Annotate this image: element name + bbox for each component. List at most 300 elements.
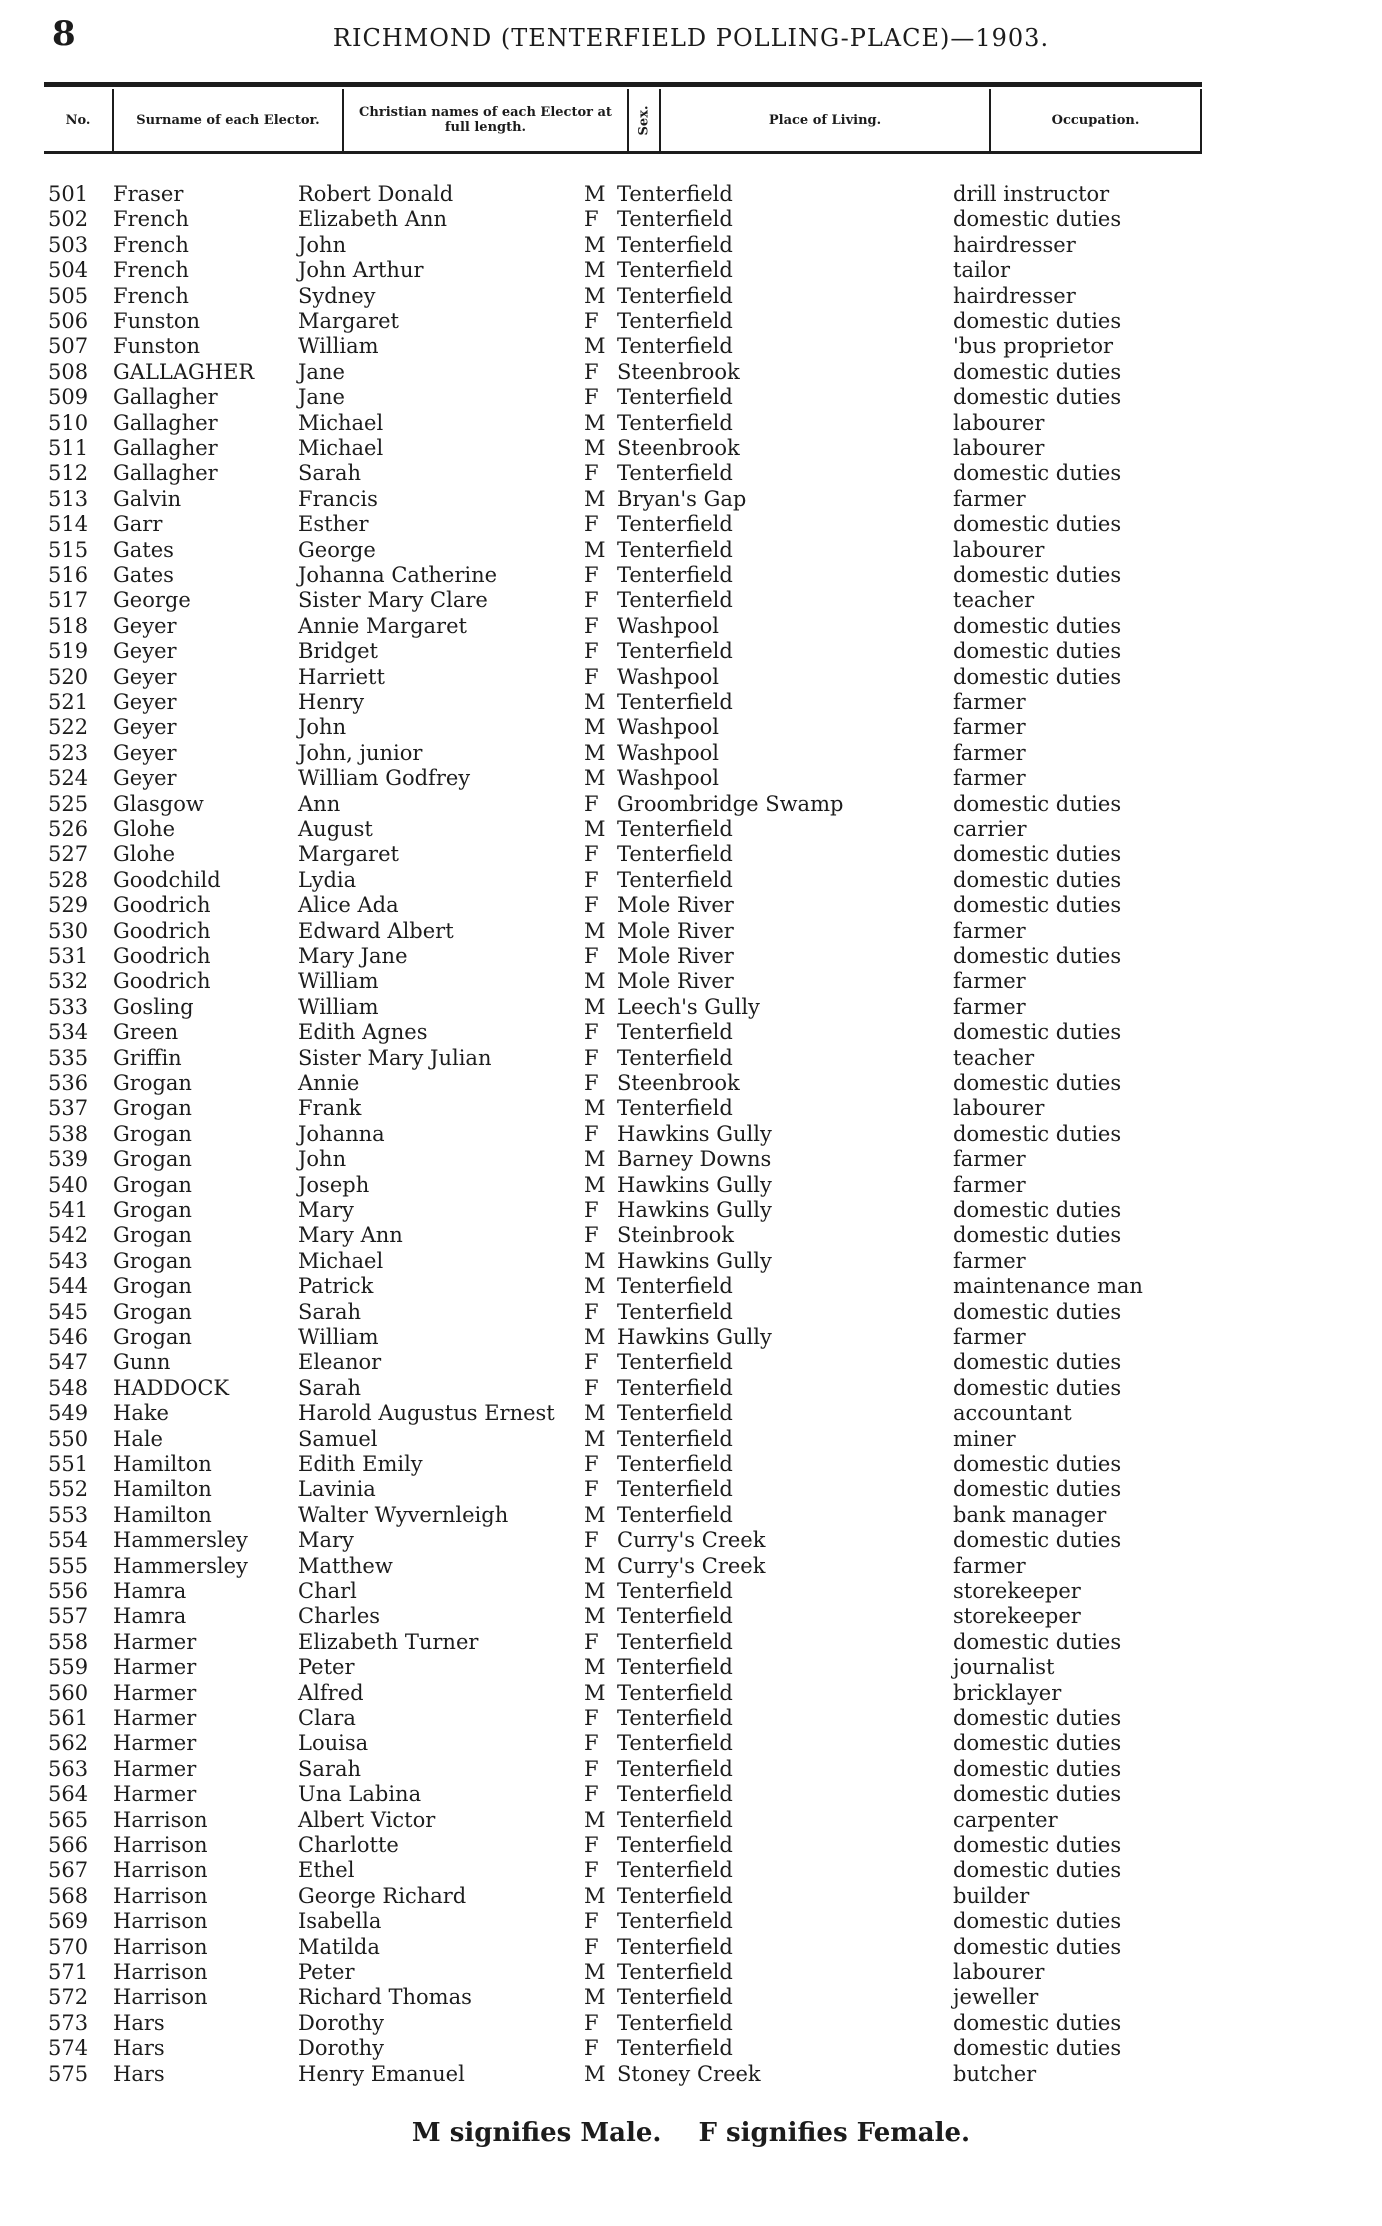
elector-occupation: domestic duties [953, 1198, 1122, 1222]
elector-number: 547 [48, 1350, 89, 1375]
elector-place: Mole River [617, 944, 734, 968]
elector-number: 550 [48, 1426, 89, 1451]
elector-place: Steenbrook [617, 1071, 740, 1095]
elector-surname: Gallagher [113, 410, 218, 435]
elector-number: 514 [48, 512, 89, 537]
table-row [0, 1274, 1382, 1299]
elector-place: Hawkins Gully [617, 1248, 772, 1273]
elector-place: Hawkins Gully [617, 1172, 772, 1197]
elector-sex: F [584, 512, 599, 537]
elector-occupation: domestic duties [953, 1731, 1122, 1756]
elector-christian-names: Louisa [298, 1731, 369, 1756]
elector-number: 504 [48, 258, 89, 283]
elector-sex: M [584, 918, 606, 943]
elector-christian-names: Edith Agnes [298, 1020, 428, 1045]
elector-sex: F [584, 1934, 599, 1959]
elector-surname: Grogan [113, 1096, 192, 1121]
header-sex-label: Sex. [636, 105, 652, 135]
table-row [0, 1858, 1382, 1883]
elector-number: 516 [48, 563, 89, 587]
elector-surname: French [113, 258, 189, 283]
elector-sex: M [584, 1604, 606, 1629]
elector-surname: Harmer [113, 1731, 197, 1756]
elector-place: Tenterfield [617, 1452, 733, 1476]
elector-christian-names: August [298, 817, 373, 841]
elector-occupation: domestic duties [953, 664, 1122, 689]
top-rule [44, 82, 1202, 87]
elector-sex: F [584, 1706, 599, 1730]
elector-occupation: accountant [953, 1401, 1072, 1426]
elector-occupation: domestic duties [953, 385, 1122, 410]
elector-christian-names: Michael [298, 436, 384, 460]
table-row [0, 512, 1382, 537]
elector-occupation: domestic duties [953, 1629, 1122, 1654]
elector-place: Tenterfield [617, 1274, 733, 1299]
elector-christian-names: Peter [298, 1960, 355, 1984]
elector-christian-names: Sydney [298, 283, 376, 308]
elector-christian-names: Margaret [298, 842, 399, 867]
elector-christian-names: George Richard [298, 1883, 467, 1908]
elector-place: Steenbrook [617, 436, 740, 460]
elector-place: Tenterfield [617, 817, 733, 841]
elector-place: Washpool [617, 715, 720, 740]
elector-surname: Harrison [113, 1909, 208, 1934]
elector-christian-names: Mary Ann [298, 1223, 403, 1248]
table-row [0, 1401, 1382, 1426]
elector-christian-names: Johanna [298, 1121, 385, 1146]
elector-place: Tenterfield [617, 512, 733, 537]
elector-number: 507 [48, 334, 89, 359]
elector-sex: M [584, 1502, 606, 1527]
elector-surname: Grogan [113, 1248, 192, 1273]
elector-surname: Hake [113, 1401, 169, 1426]
elector-occupation: 'bus proprietor [953, 334, 1114, 359]
table-row [0, 563, 1382, 588]
elector-number: 554 [48, 1528, 89, 1553]
elector-number: 564 [48, 1782, 89, 1807]
elector-number: 552 [48, 1477, 89, 1502]
elector-sex: F [584, 1731, 599, 1756]
elector-christian-names: Mary [298, 1528, 354, 1553]
elector-sex: F [584, 461, 599, 486]
elector-place: Tenterfield [617, 1604, 733, 1629]
elector-occupation: domestic duties [953, 842, 1122, 867]
elector-sex: F [584, 1858, 599, 1883]
elector-christian-names: Richard Thomas [298, 1985, 472, 2010]
elector-number: 532 [48, 969, 89, 994]
header-sex [629, 89, 661, 151]
elector-place: Tenterfield [617, 1883, 733, 1908]
elector-sex: F [584, 563, 599, 587]
elector-surname: Grogan [113, 1274, 192, 1299]
elector-sex: M [584, 410, 606, 435]
elector-surname: Gallagher [113, 436, 218, 460]
elector-christian-names: Charlotte [298, 1833, 399, 1857]
elector-christian-names: Annie [298, 1071, 360, 1095]
elector-christian-names: Patrick [298, 1274, 374, 1299]
table-row [0, 2011, 1382, 2036]
elector-number: 559 [48, 1655, 89, 1680]
table-row [0, 1985, 1382, 2010]
elector-occupation: domestic duties [953, 1020, 1122, 1045]
header-no: No. [44, 89, 114, 151]
elector-surname: Hamilton [113, 1452, 212, 1476]
elector-place: Tenterfield [617, 1782, 733, 1807]
elector-surname: Geyer [113, 639, 177, 664]
elector-christian-names: Elizabeth Ann [298, 207, 448, 232]
elector-sex: F [584, 1909, 599, 1934]
elector-christian-names: Samuel [298, 1426, 378, 1451]
elector-christian-names: Alfred [298, 1680, 364, 1705]
elector-number: 561 [48, 1706, 89, 1730]
table-row [0, 1706, 1382, 1731]
elector-number: 539 [48, 1147, 89, 1172]
elector-place: Tenterfield [617, 309, 733, 333]
elector-occupation: farmer [953, 766, 1026, 791]
table-row [0, 411, 1382, 436]
elector-occupation: domestic duties [953, 1375, 1122, 1400]
elector-number: 518 [48, 613, 89, 638]
elector-place: Tenterfield [617, 1045, 733, 1070]
elector-christian-names: Sarah [298, 1756, 361, 1781]
elector-number: 543 [48, 1248, 89, 1273]
elector-surname: Geyer [113, 690, 177, 714]
elector-surname: Goodrich [113, 893, 211, 918]
elector-sex: F [584, 385, 599, 410]
elector-place: Tenterfield [617, 385, 733, 410]
elector-occupation: storekeeper [953, 1604, 1081, 1629]
elector-sex: M [584, 1579, 606, 1603]
elector-surname: Harmer [113, 1629, 197, 1654]
elector-place: Washpool [617, 664, 720, 689]
elector-sex: F [584, 1375, 599, 1400]
elector-place: Groombridge Swamp [617, 791, 844, 816]
table-row [0, 309, 1382, 334]
elector-surname: Fraser [113, 182, 184, 206]
elector-occupation: domestic duties [953, 2036, 1122, 2061]
elector-sex: M [584, 690, 606, 714]
elector-place: Tenterfield [617, 1299, 733, 1324]
elector-occupation: domestic duties [953, 1833, 1122, 1857]
elector-surname: French [113, 232, 189, 257]
elector-sex: M [584, 1426, 606, 1451]
table-row [0, 1630, 1382, 1655]
elector-sex: F [584, 791, 599, 816]
elector-number: 551 [48, 1452, 89, 1476]
elector-number: 527 [48, 842, 89, 867]
elector-sex: F [584, 1477, 599, 1502]
elector-surname: Goodchild [113, 867, 221, 892]
elector-sex: M [584, 1985, 606, 2010]
header-place: Place of Living. [661, 89, 991, 151]
elector-number: 553 [48, 1502, 89, 1527]
table-row [0, 715, 1382, 740]
elector-occupation: farmer [953, 918, 1026, 943]
elector-sex: M [584, 1553, 606, 1578]
elector-place: Tenterfield [617, 1756, 733, 1781]
elector-surname: Geyer [113, 715, 177, 740]
elector-occupation: teacher [953, 1045, 1035, 1070]
table-row [0, 1376, 1382, 1401]
elector-sex: M [584, 2061, 606, 2086]
elector-place: Tenterfield [617, 207, 733, 232]
elector-number: 566 [48, 1833, 89, 1857]
elector-surname: Goodrich [113, 918, 211, 943]
elector-sex: F [584, 1223, 599, 1248]
elector-sex: M [584, 994, 606, 1019]
page-title: RICHMOND (TENTERFIELD POLLING-PLACE)—1903. [332, 24, 1050, 52]
elector-number: 508 [48, 359, 89, 384]
elector-christian-names: Albert Victor [298, 1807, 436, 1832]
elector-place: Tenterfield [617, 1655, 733, 1680]
table-row [0, 995, 1382, 1020]
elector-occupation: carpenter [953, 1807, 1058, 1832]
elector-place: Tenterfield [617, 1706, 733, 1730]
elector-number: 505 [48, 283, 89, 308]
elector-occupation: farmer [953, 715, 1026, 740]
page-number: 8 [52, 14, 76, 54]
elector-christian-names: Peter [298, 1655, 355, 1680]
elector-surname: Harmer [113, 1680, 197, 1705]
elector-sex: M [584, 232, 606, 257]
elector-number: 546 [48, 1325, 89, 1349]
elector-occupation: domestic duties [953, 359, 1122, 384]
elector-surname: Grogan [113, 1172, 192, 1197]
elector-christian-names: George [298, 537, 376, 562]
elector-number: 538 [48, 1121, 89, 1146]
elector-occupation: domestic duties [953, 944, 1122, 968]
table-row [0, 741, 1382, 766]
elector-surname: Geyer [113, 613, 177, 638]
elector-surname: Harrison [113, 1934, 208, 1959]
elector-number: 570 [48, 1934, 89, 1959]
elector-surname: Glohe [113, 842, 176, 867]
table-row [0, 1427, 1382, 1452]
elector-number: 540 [48, 1172, 89, 1197]
elector-occupation: drill instructor [953, 182, 1110, 206]
elector-occupation: labourer [953, 436, 1045, 460]
elector-christian-names: Frank [298, 1096, 362, 1121]
elector-sex: F [584, 1071, 599, 1095]
elector-surname: Grogan [113, 1121, 192, 1146]
elector-number: 523 [48, 740, 89, 765]
elector-surname: Goodrich [113, 969, 211, 994]
elector-number: 574 [48, 2036, 89, 2061]
elector-sex: M [584, 486, 606, 511]
table-row [0, 1757, 1382, 1782]
elector-place: Tenterfield [617, 1477, 733, 1502]
elector-number: 528 [48, 867, 89, 892]
elector-surname: Harrison [113, 1833, 208, 1857]
elector-surname: Grogan [113, 1147, 192, 1172]
elector-number: 531 [48, 944, 89, 968]
elector-number: 512 [48, 461, 89, 486]
elector-number: 530 [48, 918, 89, 943]
elector-christian-names: Matthew [298, 1553, 393, 1578]
elector-christian-names: Sister Mary Julian [298, 1045, 492, 1070]
elector-surname: Garr [113, 512, 163, 537]
elector-sex: M [584, 258, 606, 283]
elector-occupation: bricklayer [953, 1680, 1062, 1705]
elector-christian-names: John [298, 1147, 347, 1172]
elector-surname: Hammersley [113, 1553, 248, 1578]
elector-occupation: bank manager [953, 1502, 1107, 1527]
elector-surname: Gunn [113, 1350, 171, 1375]
elector-place: Washpool [617, 740, 720, 765]
elector-sex: F [584, 588, 599, 613]
elector-christian-names: William [298, 334, 379, 359]
elector-place: Tenterfield [617, 2036, 733, 2061]
elector-number: 521 [48, 690, 89, 714]
elector-surname: Gosling [113, 994, 194, 1019]
elector-place: Hawkins Gully [617, 1198, 772, 1222]
elector-occupation: farmer [953, 1553, 1026, 1578]
elector-christian-names: Elizabeth Turner [298, 1629, 479, 1654]
header-christian-names: Christian names of each Elector at full length. [344, 89, 629, 151]
elector-number: 558 [48, 1629, 89, 1654]
table-row [0, 792, 1382, 817]
elector-place: Tenterfield [617, 1985, 733, 2010]
elector-surname: Hamra [113, 1579, 187, 1603]
elector-christian-names: William [298, 1325, 379, 1349]
elector-christian-names: John [298, 232, 347, 257]
elector-place: Leech's Gully [617, 994, 760, 1019]
elector-place: Tenterfield [617, 283, 733, 308]
elector-occupation: domestic duties [953, 791, 1122, 816]
elector-occupation: farmer [953, 486, 1026, 511]
elector-christian-names: Isabella [298, 1909, 382, 1934]
elector-place: Tenterfield [617, 232, 733, 257]
elector-christian-names: Eleanor [298, 1350, 382, 1375]
elector-surname: GALLAGHER [113, 359, 255, 384]
elector-sex: M [584, 182, 606, 206]
table-row [0, 1300, 1382, 1325]
elector-christian-names: Jane [298, 385, 345, 410]
elector-sex: F [584, 944, 599, 968]
elector-occupation: labourer [953, 537, 1045, 562]
elector-number: 535 [48, 1045, 89, 1070]
elector-place: Tenterfield [617, 1833, 733, 1857]
table-row [0, 436, 1382, 461]
elector-sex: F [584, 1629, 599, 1654]
table-row [0, 1147, 1382, 1172]
elector-number: 501 [48, 182, 89, 206]
elector-occupation: domestic duties [953, 1756, 1122, 1781]
elector-place: Tenterfield [617, 2010, 733, 2035]
elector-surname: Gallagher [113, 385, 218, 410]
table-row [0, 233, 1382, 258]
elector-occupation: domestic duties [953, 1782, 1122, 1807]
elector-christian-names: Margaret [298, 309, 399, 333]
elector-surname: Grogan [113, 1325, 192, 1349]
elector-number: 513 [48, 486, 89, 511]
table-row [0, 1960, 1382, 1985]
table-row [0, 1173, 1382, 1198]
elector-surname: Hars [113, 2061, 165, 2086]
elector-occupation: domestic duties [953, 563, 1122, 587]
elector-occupation: domestic duties [953, 1528, 1122, 1553]
elector-occupation: farmer [953, 740, 1026, 765]
elector-sex: F [584, 1528, 599, 1553]
elector-number: 544 [48, 1274, 89, 1299]
elector-number: 563 [48, 1756, 89, 1781]
elector-place: Tenterfield [617, 1731, 733, 1756]
elector-sex: M [584, 436, 606, 460]
elector-christian-names: Una Labina [298, 1782, 422, 1807]
elector-sex: F [584, 1020, 599, 1045]
elector-number: 524 [48, 766, 89, 791]
elector-surname: Geyer [113, 766, 177, 791]
elector-sex: F [584, 207, 599, 232]
elector-christian-names: Michael [298, 1248, 384, 1273]
elector-christian-names: William Godfrey [298, 766, 471, 791]
table-row [0, 1808, 1382, 1833]
elector-christian-names: Annie Margaret [298, 613, 467, 638]
elector-occupation: domestic duties [953, 867, 1122, 892]
elector-number: 569 [48, 1909, 89, 1934]
footer-legend [0, 2118, 1382, 2148]
table-row [0, 893, 1382, 918]
elector-christian-names: Edith Emily [298, 1452, 423, 1476]
elector-christian-names: Lavinia [298, 1477, 376, 1502]
elector-occupation: domestic duties [953, 2010, 1122, 2035]
elector-surname: Gates [113, 563, 174, 587]
elector-number: 502 [48, 207, 89, 232]
elector-number: 575 [48, 2061, 89, 2086]
table-row [0, 1554, 1382, 1579]
elector-place: Tenterfield [617, 182, 733, 206]
elector-surname: Hars [113, 2010, 165, 2035]
elector-occupation: domestic duties [953, 1909, 1122, 1934]
elector-christian-names: John, junior [298, 740, 423, 765]
elector-christian-names: Mary Jane [298, 944, 408, 968]
table-row [0, 1935, 1382, 1960]
elector-sex: F [584, 842, 599, 867]
elector-christian-names: Henry Emanuel [298, 2061, 465, 2086]
elector-surname: George [113, 588, 191, 613]
elector-number: 519 [48, 639, 89, 664]
elector-christian-names: Mary [298, 1198, 354, 1222]
elector-number: 506 [48, 309, 89, 333]
elector-sex: M [584, 1274, 606, 1299]
elector-number: 567 [48, 1858, 89, 1883]
elector-surname: Griffin [113, 1045, 182, 1070]
elector-surname: Glasgow [113, 791, 204, 816]
table-row [0, 639, 1382, 664]
table-row [0, 665, 1382, 690]
elector-place: Tenterfield [617, 867, 733, 892]
elector-surname: Geyer [113, 664, 177, 689]
elector-occupation: builder [953, 1883, 1030, 1908]
table-row [0, 360, 1382, 385]
elector-sex: M [584, 1147, 606, 1172]
elector-place: Stoney Creek [617, 2061, 761, 2086]
table-row [0, 817, 1382, 842]
table-row [0, 487, 1382, 512]
elector-christian-names: Lydia [298, 867, 357, 892]
elector-surname: Grogan [113, 1299, 192, 1324]
elector-place: Tenterfield [617, 1426, 733, 1451]
elector-christian-names: Johanna Catherine [298, 563, 498, 587]
elector-place: Tenterfield [617, 1350, 733, 1375]
elector-sex: F [584, 1350, 599, 1375]
elector-place: Curry's Creek [617, 1528, 766, 1553]
elector-sex: F [584, 867, 599, 892]
table-row [0, 1579, 1382, 1604]
elector-occupation: domestic duties [953, 639, 1122, 664]
elector-christian-names: Jane [298, 359, 345, 384]
elector-occupation: domestic duties [953, 512, 1122, 537]
